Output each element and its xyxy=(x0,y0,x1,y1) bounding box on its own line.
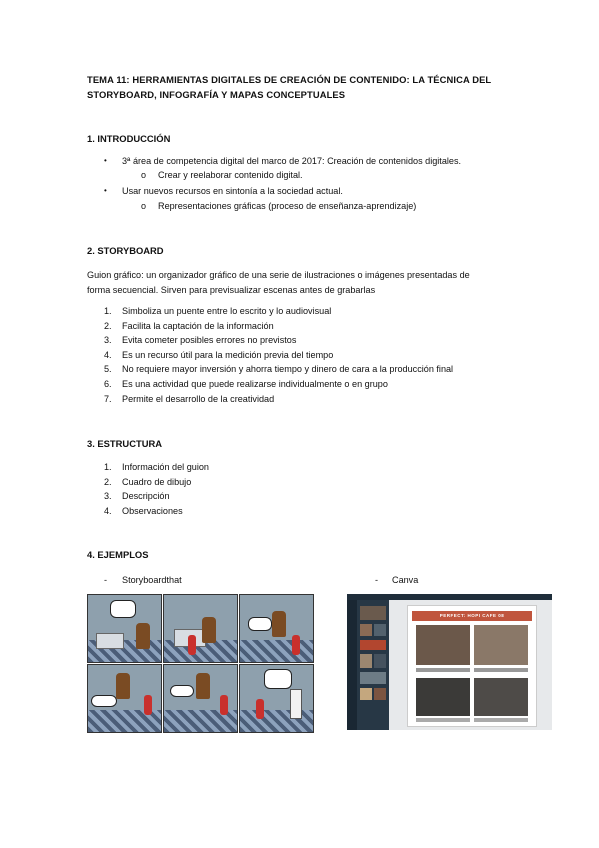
list-number: 4. xyxy=(104,349,112,360)
sub-bullet-symbol: o xyxy=(141,170,147,180)
list-item xyxy=(104,504,183,519)
list-item xyxy=(104,304,332,319)
list-text: Simboliza un puente entre lo escrito y lo audiovisual xyxy=(122,306,332,316)
storyboard-para-line-2: forma secuencial. Sirven para previsualizar escenas antes de grabarlas xyxy=(87,285,376,295)
storyboard-para-line-1: Guion gráfico: un organizador gráfico de una serie de ilustraciones o imágenes presentadas de xyxy=(87,270,470,280)
example-label-storyboardthat: Storyboardthat xyxy=(122,575,182,585)
heading-storyboard: 2. STORYBOARD xyxy=(87,245,164,256)
list-item xyxy=(104,319,274,334)
title-line-2: STORYBOARD, INFOGRAFÍA Y MAPAS CONCEPTUALES xyxy=(87,89,346,100)
list-number: 6. xyxy=(104,378,112,389)
list-number: 5. xyxy=(104,364,112,375)
list-number: 4. xyxy=(104,505,112,516)
intro-subbullet-1: Crear y reelaborar contenido digital. xyxy=(158,170,303,180)
intro-bullet-1: 3ª área de competencia digital del marco de 2017: Creación de contenidos digitales. xyxy=(122,156,462,166)
list-number: 1. xyxy=(104,462,112,472)
heading-ejemplos: 4. EJEMPLOS xyxy=(87,549,149,560)
list-item xyxy=(104,333,297,348)
list-text: Facilita la captación de la información xyxy=(122,320,274,331)
list-number: 1. xyxy=(104,306,112,316)
bullet-symbol: • xyxy=(104,156,107,165)
storyboard-panel xyxy=(163,664,238,733)
list-number: 3. xyxy=(104,335,112,346)
list-item xyxy=(104,489,170,504)
storyboardthat-image xyxy=(87,594,313,732)
list-item xyxy=(104,392,275,407)
list-item xyxy=(104,348,334,363)
list-number: 7. xyxy=(104,393,112,404)
storyboard-panel xyxy=(87,664,162,733)
storyboard-panel xyxy=(87,594,162,663)
intro-subbullet-2: Representaciones gráficas (proceso de enseñanza-aprendizaje) xyxy=(158,201,417,211)
bullet-symbol: • xyxy=(104,186,107,195)
canva-screenshot xyxy=(347,594,552,730)
list-item xyxy=(104,377,388,392)
list-text: Es un recurso útil para la medición previa del tiempo xyxy=(122,349,334,360)
list-text: Permite el desarrollo de la creatividad xyxy=(122,393,275,404)
list-text: Es una actividad que puede realizarse individualmente o en grupo xyxy=(122,378,388,389)
example-label-canva: Canva xyxy=(392,575,419,585)
storyboard-panel xyxy=(239,664,314,733)
list-text: Evita cometer posibles errores no previstos xyxy=(122,335,297,346)
sub-bullet-symbol: o xyxy=(141,201,147,211)
heading-estructura: 3. ESTRUCTURA xyxy=(87,438,163,449)
storyboard-panel xyxy=(163,594,238,663)
storyboard-panel xyxy=(239,594,314,663)
dash-bullet: - xyxy=(104,575,108,585)
storyboard-definition xyxy=(87,268,512,298)
list-item xyxy=(104,362,454,377)
list-text: No requiere mayor inversión y ahorra tiempo y dinero de cara a la producción final xyxy=(122,364,454,375)
list-item xyxy=(104,460,209,475)
heading-introduccion: 1. INTRODUCCIÓN xyxy=(87,133,171,144)
list-item xyxy=(104,475,192,490)
list-number: 2. xyxy=(104,476,112,487)
estructura-list xyxy=(104,460,209,518)
list-number: 2. xyxy=(104,320,112,331)
list-text: Cuadro de dibujo xyxy=(122,476,192,487)
list-number: 3. xyxy=(104,491,112,502)
canva-banner: PERFECT: HOPI CAFE 08 xyxy=(412,611,532,621)
storyboard-list xyxy=(104,304,454,406)
document-title xyxy=(87,72,507,102)
intro-bullet-2: Usar nuevos recursos en sintonía a la sociedad actual. xyxy=(122,186,343,196)
list-text: Información del guion xyxy=(122,462,209,472)
title-line-1: TEMA 11: HERRAMIENTAS DIGITALES DE CREACIÓN DE CONTENIDO: LA TÉCNICA DEL xyxy=(87,74,492,85)
dash-bullet: - xyxy=(375,575,379,585)
list-text: Descripción xyxy=(122,491,170,502)
list-text: Observaciones xyxy=(122,505,183,516)
